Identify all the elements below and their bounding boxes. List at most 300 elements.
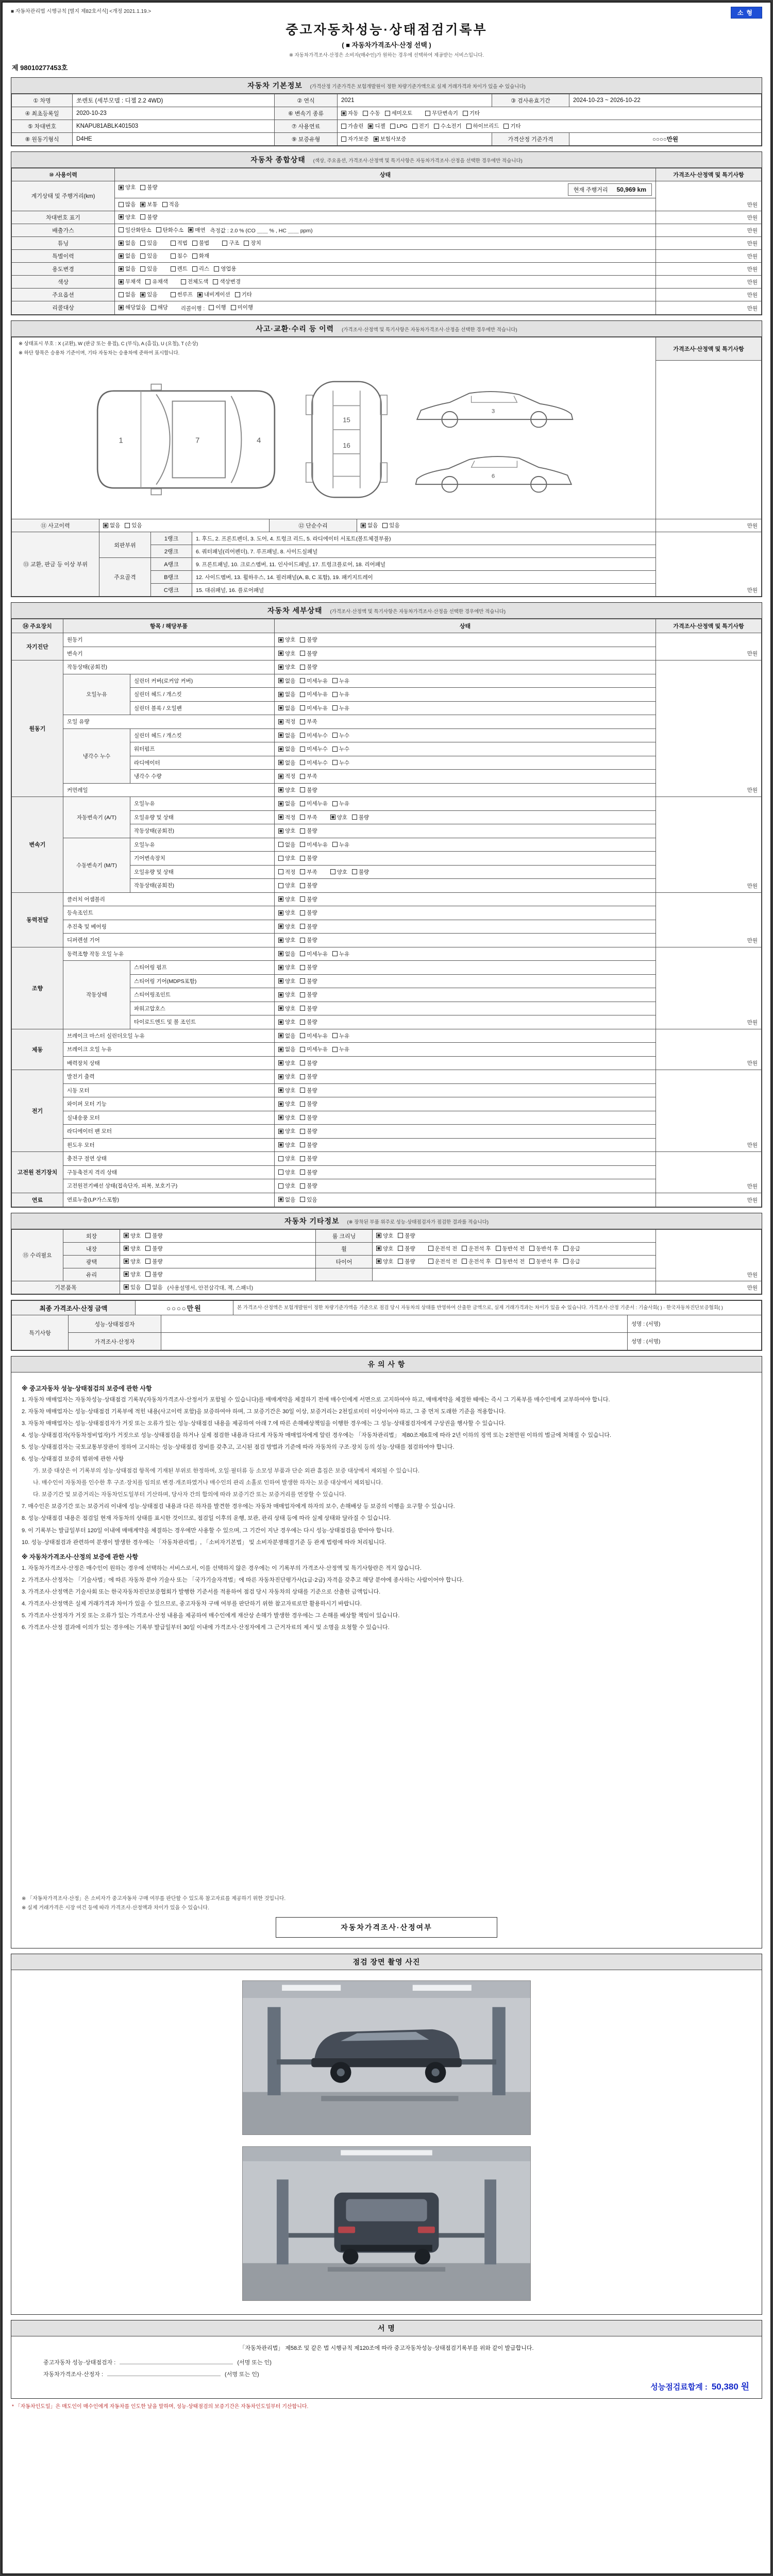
checkbox-option[interactable] xyxy=(124,1232,141,1240)
checkbox-checked-icon xyxy=(278,760,283,765)
checkbox-option[interactable] xyxy=(145,1258,162,1265)
part-label: 고전원전기배선 상태(접속단자, 피복, 보호기구) xyxy=(63,1179,275,1193)
checkbox-option[interactable] xyxy=(140,239,157,247)
checkbox-checked-icon xyxy=(124,1284,129,1290)
checkbox-option[interactable] xyxy=(278,923,295,930)
checkbox-option[interactable] xyxy=(332,841,349,849)
checkbox-option[interactable] xyxy=(278,977,295,985)
checkbox-option[interactable] xyxy=(103,521,120,529)
checkbox-option[interactable] xyxy=(119,226,152,234)
checkbox-unchecked-icon xyxy=(151,305,156,310)
checkbox-option[interactable] xyxy=(428,1245,458,1252)
checkbox-option[interactable] xyxy=(332,759,349,767)
checkbox-option[interactable] xyxy=(124,1245,141,1252)
main-option-label: 주요옵션 xyxy=(12,289,115,301)
checkbox-option[interactable] xyxy=(278,1087,295,1094)
checkbox-unchecked-icon xyxy=(171,266,176,272)
checkbox-option[interactable] xyxy=(398,1245,415,1252)
checkbox-option[interactable] xyxy=(300,677,328,685)
checkbox-option[interactable] xyxy=(278,1196,295,1204)
checkbox-label: 없음 xyxy=(285,1196,296,1203)
checkbox-option[interactable] xyxy=(213,278,241,285)
checkbox-option[interactable] xyxy=(145,1283,162,1291)
checkbox-option[interactable] xyxy=(119,252,136,260)
checkbox-option[interactable] xyxy=(300,1127,317,1135)
checkbox-option[interactable] xyxy=(300,650,317,657)
checkbox-option[interactable] xyxy=(300,882,317,889)
table-row xyxy=(12,250,762,263)
checkbox-option[interactable] xyxy=(278,650,295,657)
checkbox-option[interactable] xyxy=(300,1155,317,1162)
checkbox-option[interactable] xyxy=(244,239,261,247)
checkbox-unchecked-icon xyxy=(300,815,305,820)
checkbox-option[interactable] xyxy=(278,1114,295,1122)
detail-row xyxy=(12,1056,762,1070)
checkbox-option[interactable] xyxy=(412,122,429,130)
checkbox-option[interactable] xyxy=(278,854,295,862)
checkbox-option[interactable] xyxy=(300,1100,317,1108)
checkbox-option[interactable] xyxy=(278,1045,295,1053)
checkbox-option[interactable] xyxy=(529,1258,559,1265)
checkbox-option[interactable] xyxy=(374,135,407,143)
appraiser-role-label: 가격조사·산정자 xyxy=(69,1333,161,1350)
transmission-checks xyxy=(338,107,762,120)
checkbox-option[interactable] xyxy=(466,122,499,130)
checkbox-option[interactable] xyxy=(398,1232,415,1240)
checkbox-option[interactable] xyxy=(300,1018,317,1026)
checkbox-option[interactable] xyxy=(300,663,317,671)
checkbox-option[interactable] xyxy=(278,704,295,712)
checkbox-option[interactable] xyxy=(209,303,226,311)
checkbox-option[interactable] xyxy=(300,690,328,698)
checkbox-option[interactable] xyxy=(145,1232,162,1240)
checkbox-option[interactable] xyxy=(145,1245,162,1252)
checkbox-option[interactable] xyxy=(278,1168,295,1176)
checkbox-option[interactable] xyxy=(125,521,142,529)
checkbox-option[interactable] xyxy=(235,291,252,298)
checkbox-checked-icon xyxy=(278,938,283,943)
rank-part-list: 12. 사이드멤버, 13. 휠하우스, 14. 필러패널(A, B, C 포함), 19. 패키지트레이 xyxy=(192,571,656,584)
checkbox-option[interactable] xyxy=(300,827,317,835)
checkbox-label: 양호 xyxy=(285,1156,296,1162)
vehicle-name-label: ① 차명 xyxy=(12,94,73,107)
checkbox-unchecked-icon xyxy=(332,842,338,847)
checkbox-option[interactable] xyxy=(398,1258,415,1265)
checkbox-option[interactable] xyxy=(278,663,295,671)
checkbox-option[interactable] xyxy=(278,950,295,958)
tire-label: 타이어 xyxy=(316,1255,373,1268)
checkbox-unchecked-icon xyxy=(300,1197,305,1202)
price-cell: 만원 xyxy=(656,289,762,301)
checkbox-option[interactable] xyxy=(390,123,408,129)
checkbox-option[interactable] xyxy=(214,265,236,273)
checkbox-option[interactable] xyxy=(300,963,317,971)
checkbox-option[interactable] xyxy=(119,291,136,298)
checkbox-option[interactable] xyxy=(278,1141,295,1149)
checkbox-option[interactable] xyxy=(332,1032,349,1040)
checkbox-unchecked-icon xyxy=(352,869,357,874)
checkbox-option[interactable] xyxy=(332,732,349,739)
checkbox-option[interactable] xyxy=(425,109,458,117)
checkbox-option[interactable] xyxy=(300,950,328,958)
checkbox-option[interactable] xyxy=(376,1232,393,1240)
checkbox-option[interactable] xyxy=(300,1059,317,1067)
checkbox-label: 화재 xyxy=(198,253,210,260)
checkbox-option[interactable] xyxy=(462,1258,491,1265)
checkbox-option[interactable] xyxy=(278,991,295,998)
rank-label: C랭크 xyxy=(151,584,192,597)
checkbox-label: 양호 xyxy=(383,1258,394,1265)
checkbox-option[interactable] xyxy=(363,109,380,117)
checkbox-option[interactable] xyxy=(188,226,205,234)
notice-line: 2. 자동차 매매업자는 성능·상태점검 기록부에 적힌 내용(사고이력 포함)을 보증하여야 하며, 그 보증기간은 30일 이상, 보증거리는 2천킬로미터 이상이어야 하고, 그 중 먼저 도래한 기준을 적용합니다. xyxy=(22,1409,506,1415)
state-cell xyxy=(275,1097,656,1111)
checkbox-label: 누수 xyxy=(339,759,350,766)
checkbox-label: 양호 xyxy=(285,964,296,971)
checkbox-unchecked-icon xyxy=(300,951,305,956)
checkbox-option[interactable] xyxy=(145,1270,162,1278)
checkbox-label: 적음 xyxy=(169,201,179,208)
checkbox-label: 불량 xyxy=(307,1019,317,1025)
other-info-table xyxy=(11,1229,762,1295)
checkbox-option[interactable] xyxy=(300,991,317,998)
checkbox-label: 전기 xyxy=(418,123,430,130)
checkbox-label: 동반석 후 xyxy=(536,1258,559,1265)
checkbox-option[interactable] xyxy=(300,704,328,712)
checkbox-option[interactable] xyxy=(171,252,188,260)
checkbox-option[interactable] xyxy=(341,135,369,143)
checkbox-option[interactable] xyxy=(278,868,295,876)
checkbox-option[interactable] xyxy=(352,868,369,876)
part-label: 작동상태(공회전) xyxy=(130,824,275,838)
checkbox-option[interactable] xyxy=(463,109,480,117)
checkbox-option[interactable] xyxy=(300,732,328,739)
checkbox-option[interactable] xyxy=(300,718,317,725)
checkbox-option[interactable] xyxy=(171,239,188,247)
table-row xyxy=(12,360,762,519)
checkbox-option[interactable] xyxy=(382,521,399,529)
checkbox-unchecked-icon xyxy=(145,1284,150,1290)
checkbox-option[interactable] xyxy=(300,1032,328,1040)
part-label: 실린더 헤드 / 개스킷 xyxy=(130,688,275,702)
checkbox-option[interactable] xyxy=(332,745,349,753)
checkbox-option[interactable] xyxy=(300,759,328,767)
checkbox-option[interactable] xyxy=(119,265,136,273)
comprehensive-section-title: 자동차 종합상태 xyxy=(250,156,306,164)
checkbox-unchecked-icon xyxy=(332,678,338,683)
checkbox-option[interactable] xyxy=(124,1283,141,1291)
checkbox-option[interactable] xyxy=(181,278,209,285)
table-row xyxy=(12,276,762,289)
checkbox-option[interactable] xyxy=(361,521,378,529)
checkbox-unchecked-icon xyxy=(496,1246,501,1251)
checkbox-option[interactable] xyxy=(278,1032,295,1040)
checkbox-option[interactable] xyxy=(434,122,462,130)
checkbox-option[interactable] xyxy=(231,303,253,311)
table-row xyxy=(12,263,762,276)
checkbox-option[interactable] xyxy=(192,252,209,260)
checkbox-option[interactable] xyxy=(300,1114,317,1122)
checkbox-option[interactable] xyxy=(278,814,295,821)
checkbox-unchecked-icon xyxy=(300,665,305,670)
checkbox-option[interactable] xyxy=(300,1196,317,1204)
checkbox-option[interactable] xyxy=(278,1127,295,1135)
checkbox-option[interactable] xyxy=(278,1073,295,1080)
checkbox-option[interactable] xyxy=(300,1005,317,1012)
checkbox-option[interactable] xyxy=(496,1258,525,1265)
checkbox-option[interactable] xyxy=(278,786,295,794)
checkbox-label: 불량 xyxy=(307,937,317,943)
checkbox-option[interactable] xyxy=(171,265,188,273)
checkbox-option[interactable] xyxy=(222,239,239,247)
final-price-value: ○○○○만원 xyxy=(136,1301,233,1315)
checkbox-option[interactable] xyxy=(140,252,157,260)
checkbox-label: 불량 xyxy=(358,814,369,821)
section-comprehensive-state xyxy=(11,151,762,315)
checkbox-option[interactable] xyxy=(385,109,413,117)
photos-section-title: 점검 장면 촬영 사진 xyxy=(11,1954,762,1970)
checkbox-option[interactable] xyxy=(462,1245,491,1252)
checkbox-option[interactable] xyxy=(300,868,317,876)
checkbox-option[interactable] xyxy=(529,1245,559,1252)
checkbox-option[interactable] xyxy=(278,1059,295,1067)
checkbox-label: 양호 xyxy=(285,1183,296,1189)
checkbox-option[interactable] xyxy=(352,814,369,821)
checkbox-unchecked-icon xyxy=(398,1233,403,1238)
checkbox-option[interactable] xyxy=(300,814,317,821)
checkbox-unchecked-icon xyxy=(382,523,388,528)
device-label: 연료 xyxy=(12,1193,63,1207)
checkbox-option[interactable] xyxy=(278,936,295,944)
car-top-view-diagram xyxy=(88,375,284,504)
state-cell xyxy=(275,892,656,906)
checkbox-option[interactable] xyxy=(278,772,295,780)
checkbox-option[interactable] xyxy=(124,1270,141,1278)
checkbox-option[interactable] xyxy=(278,718,295,725)
checkbox-label: 양호 xyxy=(285,1060,296,1066)
checkbox-option[interactable] xyxy=(278,882,295,889)
part-label: 실린더 커버(로커암 커버) xyxy=(130,674,275,688)
checkbox-option[interactable] xyxy=(332,1045,349,1053)
checkbox-option[interactable] xyxy=(278,841,295,849)
checkbox-option[interactable] xyxy=(171,291,193,298)
simple-repair-label: ⑫ 단순수리 xyxy=(270,519,357,532)
checkbox-option[interactable] xyxy=(330,814,347,821)
checkbox-option[interactable] xyxy=(278,1155,295,1162)
checkbox-option[interactable] xyxy=(278,1182,295,1190)
checkbox-checked-icon xyxy=(278,896,283,902)
checkbox-option[interactable] xyxy=(119,239,136,247)
checkbox-option[interactable] xyxy=(119,303,146,311)
special-history-label: 특별이력 xyxy=(12,250,115,263)
checkbox-option[interactable] xyxy=(563,1245,580,1252)
detail-row xyxy=(12,920,762,934)
checkbox-option[interactable] xyxy=(332,800,349,807)
checkbox-label: 응급 xyxy=(569,1258,580,1265)
state-cell xyxy=(275,920,656,934)
base-price-value: ○○○○만원 xyxy=(569,133,762,146)
checkbox-option[interactable] xyxy=(330,868,347,876)
checkbox-option[interactable] xyxy=(300,854,317,862)
checkbox-option[interactable] xyxy=(119,183,136,191)
checkbox-label: 동반석 전 xyxy=(502,1258,525,1265)
table-row xyxy=(12,1242,762,1255)
state-cell xyxy=(275,647,656,660)
checkbox-unchecked-icon xyxy=(428,1259,433,1264)
inline-label: 리콜이행 : xyxy=(180,305,205,312)
checkbox-option[interactable] xyxy=(300,895,317,903)
checkbox-option[interactable] xyxy=(197,291,230,298)
first-registration-value: 2020-10-23 xyxy=(73,107,275,120)
checkbox-option[interactable] xyxy=(300,745,328,753)
checkbox-option[interactable] xyxy=(300,1045,328,1053)
checkbox-option[interactable] xyxy=(300,1141,317,1149)
checkbox-option[interactable] xyxy=(140,291,157,298)
checkbox-option[interactable] xyxy=(162,200,179,208)
detail-row xyxy=(12,1097,762,1111)
checkbox-label: 없음 xyxy=(285,1032,296,1039)
final-price-label: 최종 가격조사·산정 금액 xyxy=(12,1301,136,1315)
item-label: 냉각수 누수 xyxy=(63,728,130,783)
checkbox-option[interactable] xyxy=(278,690,295,698)
checkbox-label: 양호 xyxy=(383,1232,394,1239)
checkbox-option[interactable] xyxy=(192,265,209,273)
notice-line: 3. 가격조사·산정액은 기술사회 또는 한국자동차진단보증협회가 발행한 기준서를 적용하여 점검 당시 자동차의 상태를 기준으로 산출한 금액입니다. xyxy=(22,1588,381,1595)
checkbox-option[interactable] xyxy=(124,1258,141,1265)
checkbox-option[interactable] xyxy=(140,200,157,208)
checkbox-unchecked-icon xyxy=(503,124,509,129)
checkbox-option[interactable] xyxy=(151,303,168,311)
checkbox-option[interactable] xyxy=(332,950,349,958)
checkbox-label: 있음 xyxy=(147,253,158,260)
checkbox-option[interactable] xyxy=(376,1245,393,1252)
checkbox-label: 양호 xyxy=(285,1019,296,1025)
checkbox-option[interactable] xyxy=(300,923,317,930)
price-survey-choice-box[interactable]: 자동차가격조사·산정여부 xyxy=(276,1917,497,1938)
checkbox-option[interactable] xyxy=(119,200,136,208)
checkbox-option[interactable] xyxy=(278,827,295,835)
part-label: 등속조인트 xyxy=(63,906,275,920)
checkbox-label: 해당 xyxy=(157,304,168,311)
checkbox-option[interactable] xyxy=(376,1258,393,1265)
checkbox-option[interactable] xyxy=(140,265,157,273)
price-cell: 만원 xyxy=(656,1070,762,1152)
checkbox-unchecked-icon xyxy=(332,1033,338,1038)
checkbox-option[interactable] xyxy=(341,122,363,130)
checkbox-option[interactable] xyxy=(368,122,385,130)
checkbox-checked-icon xyxy=(124,1246,129,1251)
checkbox-option[interactable] xyxy=(140,183,157,191)
photo-car-on-lift-raised xyxy=(243,1981,530,2134)
checkbox-option[interactable] xyxy=(300,1168,317,1176)
checkbox-option[interactable] xyxy=(140,213,157,221)
checkbox-checked-icon xyxy=(278,951,283,956)
checkbox-label: 있음 xyxy=(131,522,142,529)
checkbox-label: 불량 xyxy=(405,1258,415,1265)
checkbox-option[interactable] xyxy=(278,963,295,971)
checkbox-option[interactable] xyxy=(332,677,349,685)
checkbox-label: 누유 xyxy=(339,691,350,698)
inspection-period-value: 2024-10-23 ~ 2026-10-22 xyxy=(569,94,762,107)
checkbox-option[interactable] xyxy=(341,109,358,117)
checkbox-option[interactable] xyxy=(192,239,209,247)
checkbox-option[interactable] xyxy=(300,841,328,849)
checkbox-option[interactable] xyxy=(300,977,317,985)
checkbox-option[interactable] xyxy=(300,1073,317,1080)
checkbox-option[interactable] xyxy=(332,690,349,698)
sign-suffix: (서명 또는 인) xyxy=(225,2371,259,2378)
checkbox-option[interactable] xyxy=(332,704,349,712)
checkbox-option[interactable] xyxy=(300,786,317,794)
warranty-type-checks xyxy=(338,133,492,146)
checkbox-label: 불량 xyxy=(307,1156,317,1162)
state-cell xyxy=(275,1138,656,1152)
checkbox-option[interactable] xyxy=(300,936,317,944)
checkbox-option[interactable] xyxy=(156,226,184,234)
checkbox-option[interactable] xyxy=(300,1087,317,1094)
state-cell xyxy=(275,742,656,756)
checkbox-option[interactable] xyxy=(300,909,317,917)
checkbox-option[interactable] xyxy=(278,759,295,767)
checkbox-option[interactable] xyxy=(300,636,317,643)
checkbox-option[interactable] xyxy=(300,772,317,780)
checkbox-option[interactable] xyxy=(563,1258,580,1265)
checkbox-label: 미세누유 xyxy=(307,841,328,848)
part-label: 오일 유량 xyxy=(63,715,275,729)
checkbox-unchecked-icon xyxy=(244,241,249,246)
transmission-label: ⑥ 변속기 종류 xyxy=(275,107,338,120)
checkbox-option[interactable] xyxy=(496,1245,525,1252)
checkbox-label: 적정 xyxy=(285,773,296,779)
checkbox-unchecked-icon xyxy=(213,279,218,284)
price-survey-choice-area xyxy=(11,1890,762,1948)
checkbox-option[interactable] xyxy=(278,895,295,903)
other-section-caption: (※ 장착된 부품 위주로 성능·상태점검자가 점검한 결과를 적습니다) xyxy=(347,1219,489,1225)
rank-label: A랭크 xyxy=(151,558,192,571)
checkbox-option[interactable] xyxy=(300,1182,317,1190)
fuel-checks xyxy=(338,120,762,133)
checkbox-option[interactable] xyxy=(278,1100,295,1108)
checkbox-option[interactable] xyxy=(278,800,295,807)
checkbox-option[interactable] xyxy=(278,1005,295,1012)
checkbox-option[interactable] xyxy=(119,213,136,221)
checkbox-option[interactable] xyxy=(278,732,295,739)
checkbox-option[interactable] xyxy=(428,1258,458,1265)
checkbox-label: 양호 xyxy=(285,1101,296,1107)
checkbox-checked-icon xyxy=(278,1020,283,1025)
checkbox-option[interactable] xyxy=(278,636,295,643)
checkbox-option[interactable] xyxy=(300,800,328,807)
rank-part-list: 6. 쿼터패널(리어펜더), 7. 루프패널, 8. 사이드실패널 xyxy=(192,545,656,558)
checkbox-label: 없음 xyxy=(125,240,136,247)
checkbox-option[interactable] xyxy=(145,278,167,285)
checkbox-option[interactable] xyxy=(278,677,295,685)
checkbox-label: 미세누유 xyxy=(307,1032,328,1039)
checkbox-option[interactable] xyxy=(278,909,295,917)
checkbox-label: 미세누유 xyxy=(307,691,328,698)
checkbox-option[interactable] xyxy=(278,1018,295,1026)
checkbox-unchecked-icon xyxy=(171,241,176,246)
checkbox-checked-icon xyxy=(278,1142,283,1147)
table-row xyxy=(12,198,762,211)
part-label: 브레이크 오일 누유 xyxy=(63,1043,275,1057)
checkbox-option[interactable] xyxy=(119,278,141,285)
col-price: 가격조사·산정액 및 특기사항 xyxy=(656,619,762,633)
checkbox-checked-icon xyxy=(278,1047,283,1052)
checkbox-option[interactable] xyxy=(503,122,520,130)
checkbox-option[interactable] xyxy=(278,745,295,753)
checkbox-label: 보험사보증 xyxy=(380,136,407,143)
